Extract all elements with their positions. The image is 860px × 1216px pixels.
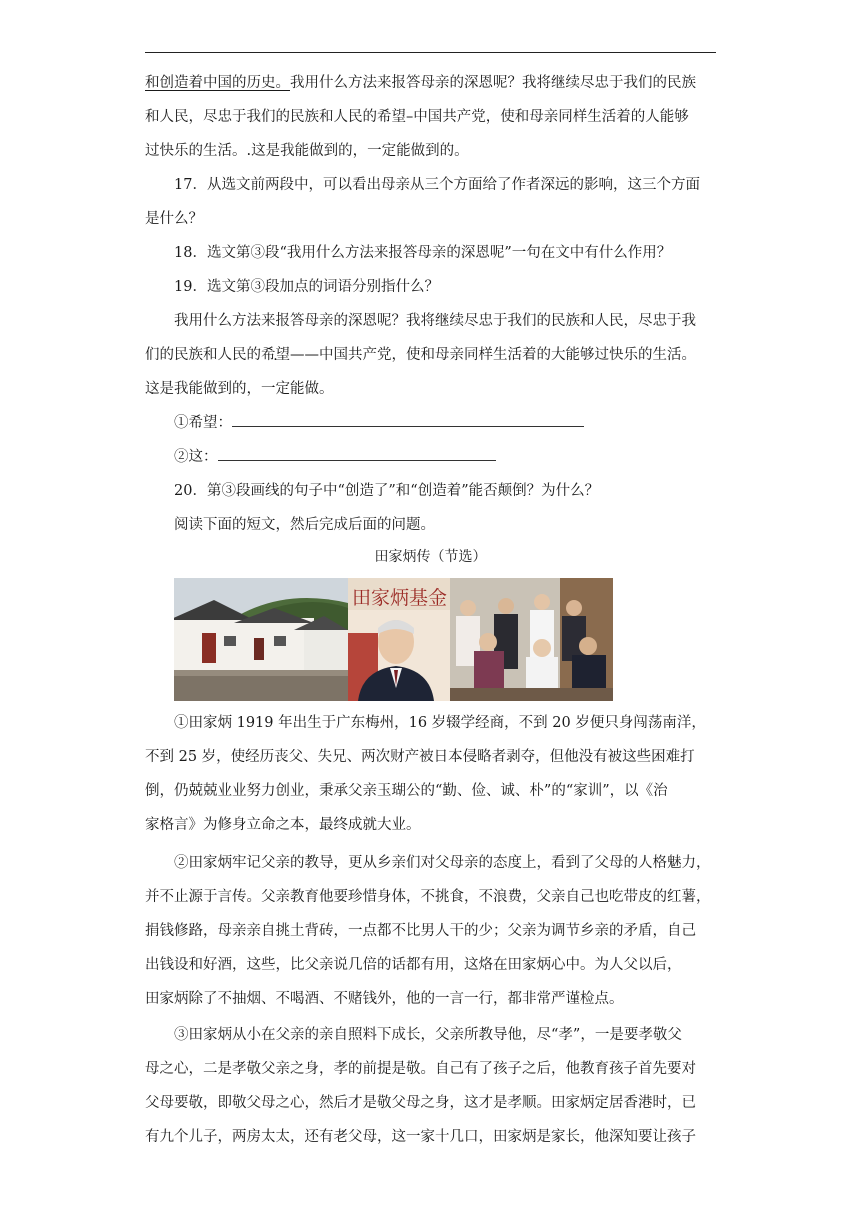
quote-line2: 们的民族和人民的希望——中国共产党，使和母亲同样生活着的大能够过快乐的生活。	[145, 347, 696, 363]
continued-paragraph-line2: 和人民，尽忠于我们的民族和人民的希望–中国共产党，使和母亲同样生活着的人能够	[145, 109, 689, 125]
question-18: 18．选文第③段“我用什么方法来报答母亲的深恩呢”一句在文中有什么作用？	[174, 245, 672, 261]
para2-line3: 捐钱修路，母亲亲自挑土背砖，一点都不比男人干的少；父亲为调节乡亲的矛盾，自己	[145, 923, 696, 939]
answer-2: ②这：	[145, 440, 716, 474]
answer-1: ①希望：	[145, 406, 716, 440]
header-rule	[145, 52, 716, 53]
para2-line2: 并不止源于言传。父亲教育他要珍惜身体，不挑食，不浪费，父亲自己也吃带皮的红薯，	[145, 889, 711, 905]
underlined-sentence: 和创造着中国的历史。	[145, 75, 290, 91]
para2-line5: 田家炳除了不抽烟、不喝酒、不赌钱外，他的一言一行，都非常严谨检点。	[145, 991, 624, 1007]
para1-line1: ①田家炳 1919 年出生于广东梅州，16 岁辍学经商，不到 20 岁便只身闯荡南洋，	[174, 715, 706, 731]
para3-line3: 父母要敬，即敬父母之心，然后才是敬父母之身，这才是孝顺。田家炳定居香港时，已	[145, 1095, 696, 1111]
family-group-photo	[450, 578, 613, 701]
question-20: 20．第③段画线的句子中“创造了”和“创造着”能否颠倒？为什么？	[174, 483, 600, 499]
foundation-sign: 田家炳基金	[352, 588, 448, 609]
ancestral-house-photo	[174, 578, 348, 701]
para2-line4: 出钱设和好酒，这些，比父亲说几倍的话都有用，这烙在田家炳心中。为人父以后，	[145, 957, 682, 973]
para3-line1: ③田家炳从小在父亲的亲自照料下成长，父亲所教导他，尽“孝”，一是要孝敬父	[174, 1027, 682, 1043]
para3-line4: 有九个儿子，两房太太，还有老父母，这一家十几口，田家炳是家长，他深知要让孩子	[145, 1129, 696, 1145]
para2-line1: ②田家炳牢记父亲的教导，更从乡亲们对父母亲的态度上，看到了父母的人格魅力，	[174, 855, 711, 871]
article-title: 田家炳传（节选）	[374, 549, 487, 565]
article-photos	[174, 578, 613, 701]
question-17: 17．从选文前两段中，可以看出母亲从三个方面给了作者深远的影响，这三个方面	[174, 177, 700, 193]
para1-line4: 家格言》为修身立命之本，最终成就大业。	[145, 817, 421, 833]
para3-line2: 母之心，二是孝敬父亲之身，孝的前提是敬。自己有了孩子之后，他教育孩子首先要对	[145, 1061, 696, 1077]
answer-blank-1[interactable]	[232, 410, 584, 427]
quote-line3: 这是我能做到的，一定能做。	[145, 381, 334, 397]
dotted-word-hope: 希望	[261, 347, 290, 363]
tian-jiabing-portrait	[348, 578, 450, 701]
para1-line3: 倒，仍兢兢业业努力创业，秉承父亲玉瑚公的“勤、俭、诚、朴”的“家训”，以《治	[145, 783, 668, 799]
continued-paragraph-line3: 过快乐的生活。.这是我能做到的，一定能做到的。	[145, 143, 469, 159]
question-17-cont: 是什么？	[145, 211, 203, 227]
answer-blank-2[interactable]	[218, 444, 496, 461]
reading-instruction: 阅读下面的短文，然后完成后面的问题。	[174, 517, 435, 533]
quote-line1: 我用什么方法来报答母亲的深恩呢？我将继续尽忠于我们的民族和人民，尽忠于我	[174, 313, 696, 329]
question-19: 19．选文第③段加点的词语分别指什么？	[174, 279, 439, 295]
continued-paragraph-line1: 和创造着中国的历史。我用什么方法来报答母亲的深恩呢？我将继续尽忠于我们的民族	[145, 75, 696, 91]
dotted-word-this: 这	[145, 381, 160, 397]
para1-line2: 不到 25 岁，使经历丧父、失兄、两次财产被日本侵略者剥夺，但他没有被这些困难打	[145, 749, 695, 765]
